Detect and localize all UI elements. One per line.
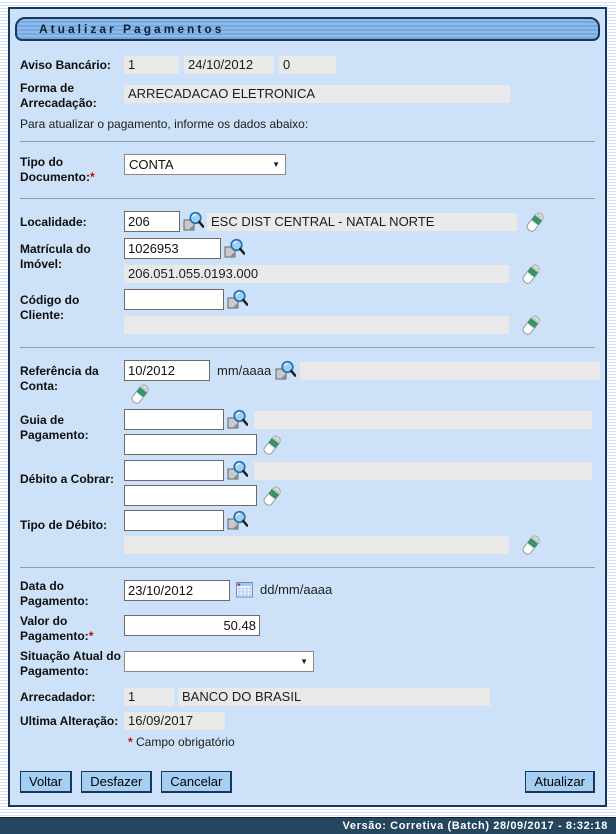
- debito-cobrar-description: [254, 462, 592, 480]
- field-row-ultima-alteracao: [16, 712, 599, 730]
- eraser-icon[interactable]: [262, 435, 282, 455]
- field-row-valor-pagamento: [16, 613, 599, 644]
- ultima-alteracao-label: Ultima Alteração:: [20, 714, 119, 728]
- aviso-bancario-label: Aviso Bancário:: [20, 58, 111, 72]
- section-divider: [20, 567, 595, 568]
- page-title-bar: [15, 17, 600, 41]
- debito-cobrar-label: Débito a Cobrar:: [20, 472, 115, 486]
- field-row-matricula-imovel: [16, 238, 599, 284]
- data-pagamento-input[interactable]: [124, 580, 230, 601]
- calendar-icon[interactable]: [236, 582, 253, 598]
- valor-pagamento-label: Valor do Pagamento:*: [20, 614, 94, 643]
- version-footer-bar: [0, 817, 616, 834]
- section-divider: [20, 198, 595, 199]
- desfazer-button[interactable]: Desfazer: [81, 771, 152, 793]
- data-pagamento-label: Data do Pagamento:: [20, 579, 89, 608]
- localidade-code-input: [124, 211, 180, 232]
- guia-pagamento-input: [124, 409, 224, 430]
- aviso-bancario-digit: 0: [279, 56, 336, 74]
- guia-pagamento-extra-input: [124, 434, 257, 455]
- field-row-guia-pagamento: [16, 409, 599, 455]
- eraser-icon[interactable]: [521, 315, 541, 335]
- version-text: Versão: Corretiva (Batch) 28/09/2017 - 8:32:18: [342, 820, 608, 832]
- arrecadador-description: BANCO DO BRASIL: [178, 688, 490, 706]
- localidade-label: Localidade:: [20, 214, 87, 229]
- ultima-alteracao-value: 16/09/2017: [124, 712, 225, 730]
- eraser-icon[interactable]: [525, 212, 545, 232]
- section-divider: [20, 347, 595, 348]
- referencia-conta-input[interactable]: [124, 360, 210, 381]
- guia-pagamento-label: Guia de Pagamento:: [20, 413, 89, 442]
- codigo-cliente-description: [124, 316, 509, 334]
- field-row-forma-arrecadacao: [16, 80, 599, 111]
- search-icon[interactable]: [275, 360, 296, 381]
- eraser-icon[interactable]: [262, 486, 282, 506]
- arrecadador-label: Arrecadador:: [20, 690, 96, 704]
- field-row-referencia-conta: [16, 360, 599, 404]
- codigo-cliente-input: [124, 289, 224, 310]
- search-icon[interactable]: [227, 510, 248, 531]
- matricula-imovel-input[interactable]: [124, 238, 221, 259]
- forma-arrecadacao-value: ARRECADACAO ELETRONICA: [124, 85, 510, 103]
- eraser-icon[interactable]: [130, 384, 150, 404]
- field-row-debito-cobrar: [16, 460, 599, 506]
- tipo-documento-label: Tipo do Documento:*: [20, 155, 95, 184]
- matricula-imovel-inscricao: 206.051.055.0193.000: [124, 265, 509, 283]
- tipo-documento-selected: CONTA: [129, 157, 174, 172]
- referencia-conta-description: [300, 362, 600, 380]
- tipo-debito-label: Tipo de Débito:: [20, 518, 108, 532]
- voltar-button[interactable]: Voltar: [20, 771, 72, 793]
- debito-cobrar-extra-input: [124, 485, 257, 506]
- section-divider: [20, 141, 595, 142]
- field-row-arrecadador: [16, 688, 599, 706]
- chevron-down-icon: ▼: [272, 159, 280, 169]
- field-row-data-pagamento: [16, 578, 599, 609]
- forma-arrecadacao-label: Forma de Arrecadação:: [20, 81, 97, 110]
- eraser-icon[interactable]: [521, 264, 541, 284]
- chevron-down-icon: ▼: [300, 656, 308, 666]
- matricula-imovel-label: Matrícula do Imóvel:: [20, 242, 91, 271]
- field-row-situacao-pagamento: [16, 648, 599, 679]
- field-row-tipo-documento: [16, 154, 599, 185]
- atualizar-button[interactable]: Atualizar: [525, 771, 595, 793]
- field-row-codigo-cliente: [16, 289, 599, 335]
- data-pagamento-mask: dd/mm/aaaa: [260, 582, 333, 597]
- guia-pagamento-description: [254, 411, 592, 429]
- field-row-localidade: [16, 211, 599, 232]
- search-icon[interactable]: [227, 289, 248, 310]
- situacao-pagamento-select[interactable]: [124, 651, 314, 672]
- tipo-debito-input: [124, 510, 224, 531]
- situacao-pagamento-label: Situação Atual do Pagamento:: [20, 649, 121, 678]
- button-bar-spacer: [232, 771, 525, 793]
- page-title: Atualizar Pagamentos: [39, 22, 225, 36]
- search-icon[interactable]: [227, 409, 248, 430]
- codigo-cliente-label: Código do Cliente:: [20, 293, 80, 322]
- atualizar-pagamentos-window: [8, 7, 607, 807]
- field-row-tipo-debito: [16, 510, 599, 555]
- aviso-bancario-date: 24/10/2012: [184, 56, 274, 74]
- instruction-text: Para atualizar o pagamento, informe os dados abaixo:: [20, 117, 309, 131]
- tipo-documento-select[interactable]: [124, 154, 286, 175]
- search-icon[interactable]: [224, 238, 245, 259]
- field-row-aviso-bancario: [16, 56, 599, 74]
- debito-cobrar-input: [124, 460, 224, 481]
- eraser-icon[interactable]: [521, 535, 541, 555]
- referencia-conta-label: Referência da Conta:: [20, 364, 99, 393]
- tipo-debito-description: [124, 536, 509, 554]
- referencia-conta-mask: mm/aaaa: [217, 363, 272, 378]
- search-icon[interactable]: [227, 460, 248, 481]
- valor-pagamento-input[interactable]: [124, 615, 260, 636]
- localidade-description: ESC DIST CENTRAL - NATAL NORTE: [207, 213, 517, 231]
- search-icon[interactable]: [183, 211, 204, 232]
- button-bar: [20, 771, 595, 793]
- required-note: * Campo obrigatório: [128, 735, 235, 749]
- aviso-bancario-sequence: 1: [124, 56, 179, 74]
- cancelar-button[interactable]: Cancelar: [161, 771, 232, 793]
- arrecadador-code: 1: [124, 688, 174, 706]
